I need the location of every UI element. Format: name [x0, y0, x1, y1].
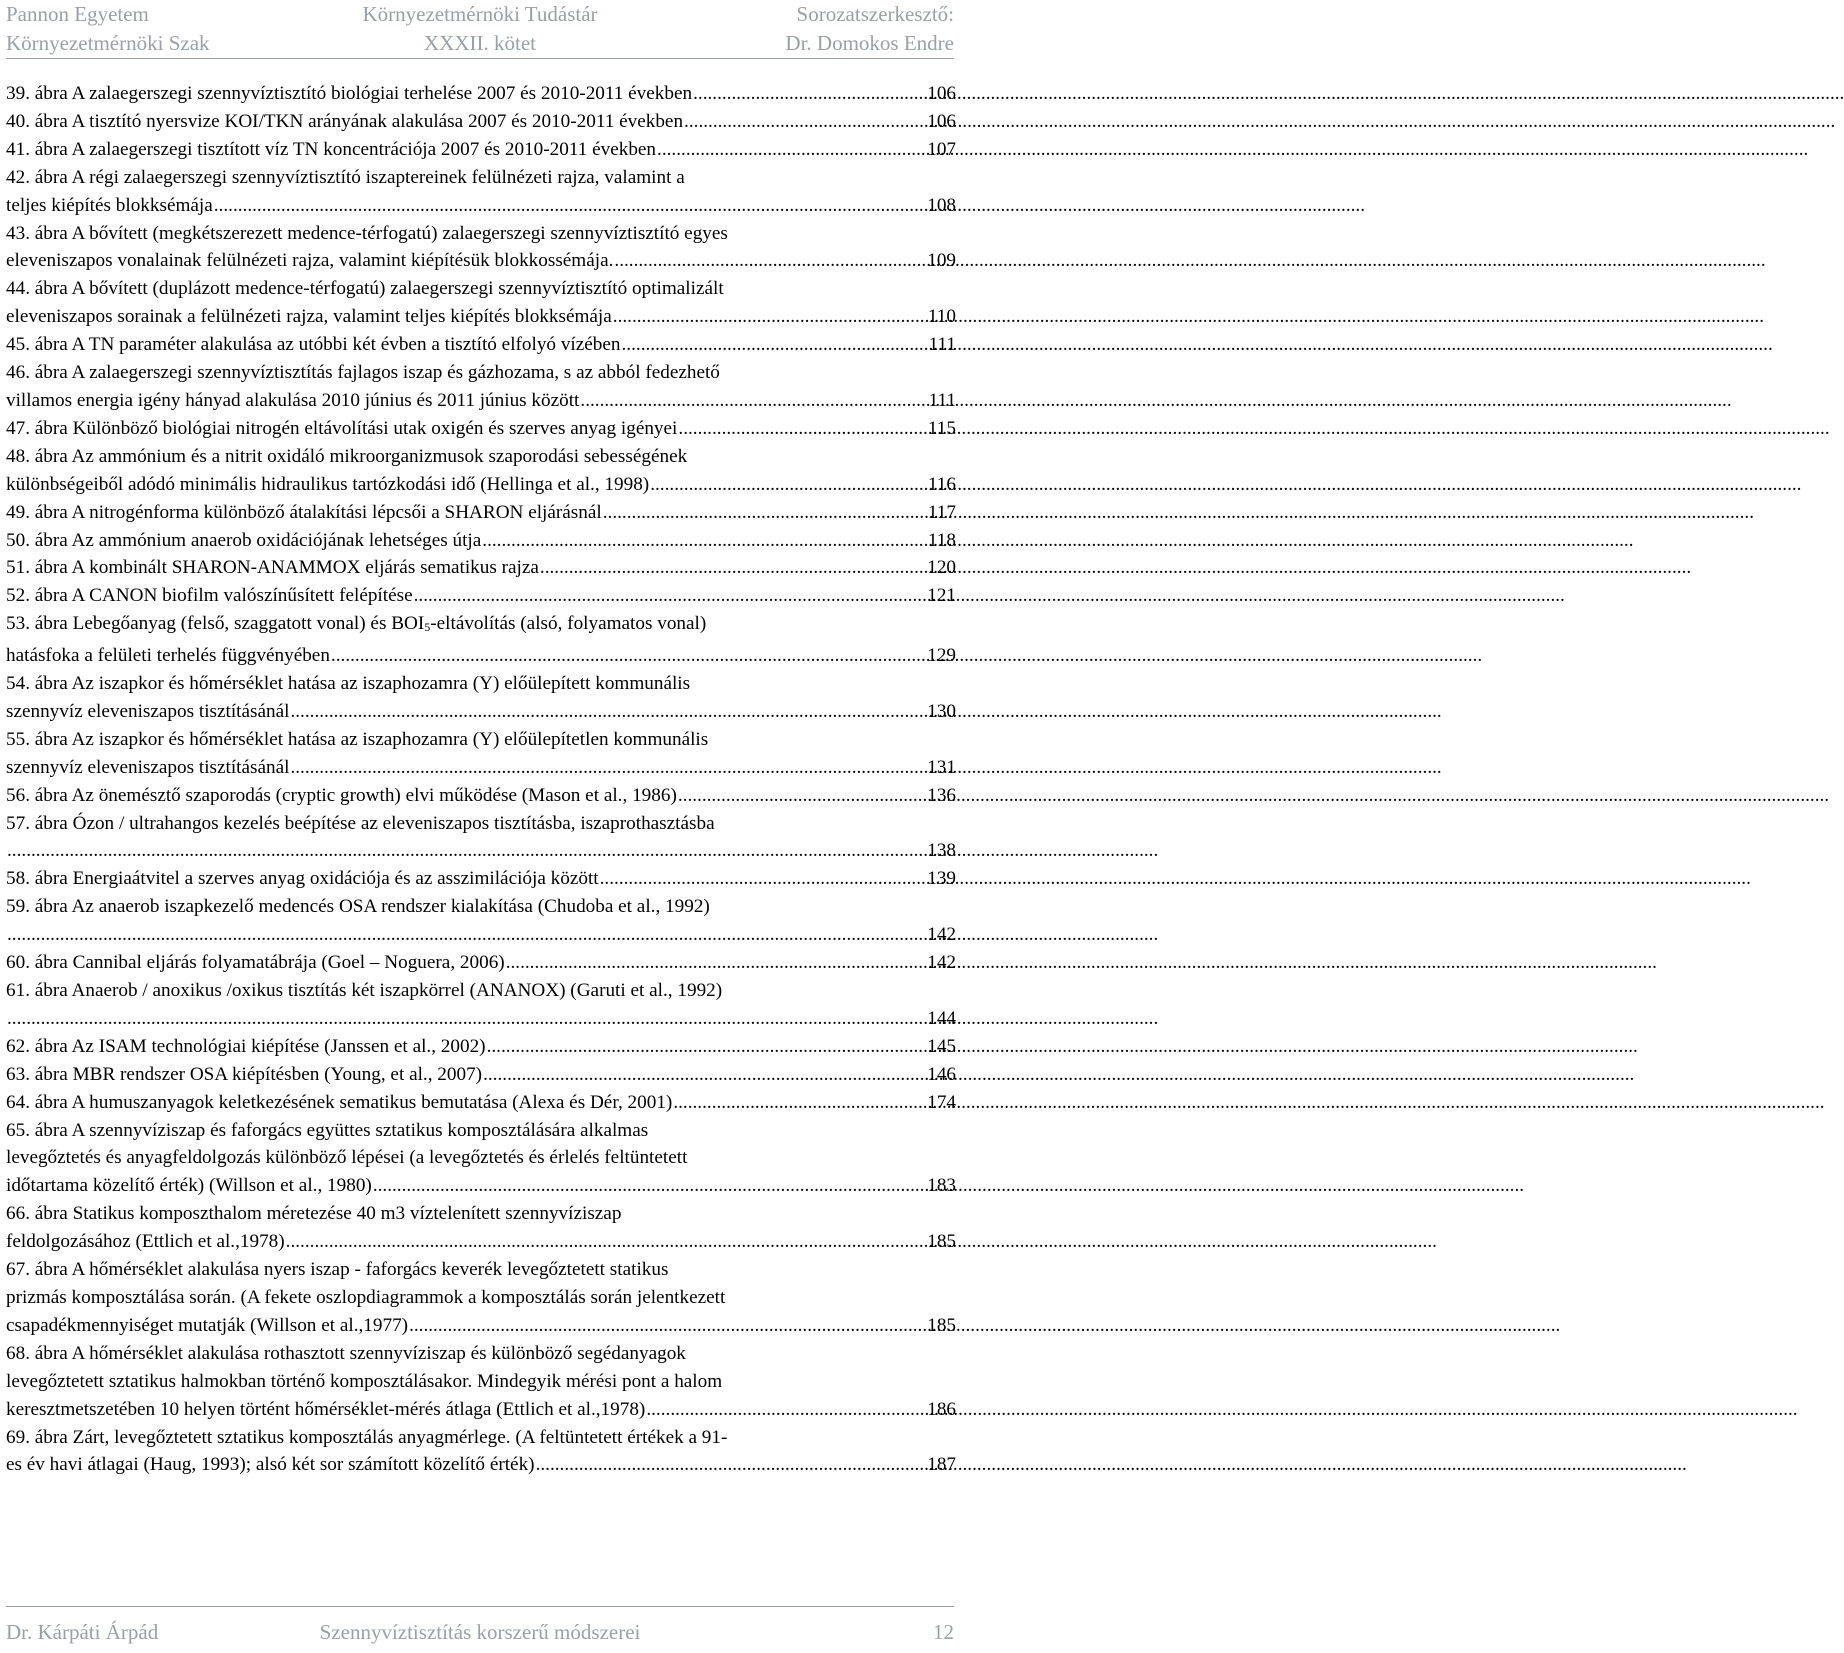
toc-entry-text: eleveniszapos vonalainak felülnézeti rajza, valamint kiépítésük blokkossémája. — [6, 250, 614, 272]
header-series-title: Környezetmérnöki Tudástár — [362, 2, 598, 26]
header-editor-name: Dr. Domokos Endre — [785, 31, 954, 55]
toc-entry[interactable] — [6, 80, 956, 108]
footer-author: Dr. Kárpáti Árpád — [6, 1620, 159, 1644]
toc-leader-dots — [482, 1061, 925, 1089]
toc-entry-final-line — [6, 949, 956, 977]
toc-entry-line — [6, 810, 956, 838]
toc-entry[interactable] — [6, 726, 956, 782]
toc-entry-text: szennyvíz eleveniszapos tisztításánál — [6, 700, 290, 722]
toc-entry[interactable] — [6, 415, 956, 443]
toc-entry[interactable] — [6, 527, 956, 555]
toc-page-number: 106 — [927, 83, 956, 104]
toc-entry-final-line — [6, 471, 956, 499]
toc-page-number: 121 — [927, 585, 956, 607]
toc-entry[interactable] — [6, 108, 956, 136]
toc-entry[interactable] — [6, 359, 956, 415]
toc-entry-text: 57. ábra Ózon / ultrahangos kezelés beépítése az eleveniszapos tisztításba, iszaprothasztásba — [6, 812, 715, 834]
toc-leader-dots — [539, 554, 925, 582]
toc-entry-text: 40. ábra A tisztító nyersvize KOI/TKN arányának alakulása 2007 és 2010-2011 években — [6, 110, 684, 132]
toc-entry-line — [6, 1200, 956, 1228]
toc-entry-text: hatásfoka a felületi terhelés függvényében — [6, 645, 330, 667]
toc-entry-text: 58. ábra Energiaátvitel a szerves anyag oxidációja és az asszimilációja között — [6, 868, 599, 890]
toc-entry[interactable] — [6, 810, 956, 866]
toc-page-number: 116 — [927, 473, 956, 495]
toc-page-number: 131 — [927, 756, 956, 778]
toc-leader-dots — [656, 136, 925, 164]
toc-entry-line — [6, 726, 956, 754]
toc-page-number: 109 — [927, 250, 956, 272]
toc-leader-dots — [599, 865, 926, 893]
toc-leader-dots — [505, 949, 926, 977]
toc-entry-line — [6, 893, 956, 921]
toc-entry[interactable] — [6, 554, 956, 582]
toc-entry-text: 43. ábra A bővített (megkétszerezett medence-térfogatú) zalaegerszegi szennyvíztisztító egyes — [6, 222, 728, 244]
toc-entry-final-line — [6, 1172, 956, 1200]
toc-entry-final-line — [6, 192, 956, 220]
toc-entry[interactable] — [6, 331, 956, 359]
toc-entry-text: csapadékmennyiséget mutatják (Willson et al.,1977) — [6, 1314, 409, 1336]
toc-leader-dots — [602, 499, 926, 527]
toc-entry-text: 56. ábra Az önemésztő szaporodás (cryptic growth) elvi működése (Mason et al., 1986) — [6, 784, 677, 806]
toc-entry-final-line — [6, 1061, 956, 1089]
toc-entry-final-line — [6, 754, 956, 782]
toc-entry[interactable] — [6, 275, 956, 331]
toc-entry-line — [6, 610, 956, 642]
toc-entry-text: es év havi átlagai (Haug, 1993); alsó két sor számított közelítő érték) — [6, 1454, 535, 1476]
toc-entry-text: 46. ábra A zalaegerszegi szennyvíztisztítás fajlagos iszap és gázhozama, s az abból fedezhető — [6, 362, 720, 384]
page-number: 12 — [933, 1620, 954, 1644]
toc-entry-text: 64. ábra A humuszanyagok keletkezésének sematikus bemutatása (Alexa és Dér, 2001) — [6, 1091, 673, 1113]
toc-leader-dots — [677, 415, 926, 443]
toc-entry-line — [6, 1144, 956, 1172]
toc-entry-text: 52. ábra A CANON biofilm valószínűsített felépítése — [6, 585, 413, 607]
toc-entry[interactable] — [6, 136, 956, 164]
toc-page-number: 174 — [927, 1091, 956, 1113]
toc-entry-final-line — [6, 1005, 956, 1033]
toc-entry-final-line — [6, 1033, 956, 1061]
toc-leader-dots — [613, 247, 925, 275]
toc-entry-text: 65. ábra A szennyvíziszap és faforgács együttes sztatikus komposztálására alkalmas — [6, 1119, 649, 1141]
toc-page-number: 136 — [927, 784, 956, 806]
toc-entry-final-line — [6, 80, 956, 108]
toc-entry-text: 60. ábra Cannibal eljárás folyamatábrája (Goel – Noguera, 2006) — [6, 952, 505, 974]
toc-leader-dots — [6, 1005, 925, 1033]
toc-entry-final-line — [6, 499, 956, 527]
page-header — [6, 0, 954, 58]
toc-entry-final-line — [6, 387, 956, 415]
toc-entry[interactable] — [6, 443, 956, 499]
toc-entry-text: 49. ábra A nitrogénforma különböző átalakítási lépcsői a SHARON eljárásnál — [6, 501, 602, 523]
toc-leader-dots — [330, 642, 925, 670]
toc-entry-text: 69. ábra Zárt, levegőztetett sztatikus komposztálás anyagmérlege. (A feltüntetett értékek a 91- — [6, 1426, 728, 1448]
toc-entry[interactable] — [6, 582, 956, 610]
toc-entry[interactable] — [6, 782, 956, 810]
toc-entry-text: 50. ábra Az ammónium anaerob oxidációjának lehetséges útja — [6, 529, 482, 551]
toc-page-number: 111 — [928, 389, 956, 411]
footer-book-title: Szennyvíztisztítás korszerű módszerei — [319, 1620, 641, 1644]
toc-entry-text: 67. ábra A hőmérséklet alakulása nyers iszap - faforgács keverék levegőztetett statikus — [6, 1259, 669, 1281]
toc-entry-final-line — [6, 1451, 956, 1479]
page-footer — [6, 1610, 954, 1650]
toc-entry-text: 68. ábra A hőmérséklet alakulása rothasztott szennyvíziszap és különböző segédanyagok — [6, 1342, 686, 1364]
toc-page-number: 130 — [927, 700, 956, 722]
toc-entry-line — [6, 275, 956, 303]
toc-entry-line — [6, 220, 956, 248]
toc-entry-final-line — [6, 1396, 956, 1424]
toc-entry-text: -eltávolítás (alsó, folyamatos vonal) — [430, 613, 707, 635]
toc-entry-line — [6, 977, 956, 1005]
toc-entry-line — [6, 1256, 956, 1284]
toc-leader-dots — [621, 331, 927, 359]
toc-entry-text: 45. ábra A TN paraméter alakulása az utóbbi két évben a tisztító elfolyó vízében — [6, 334, 621, 356]
toc-leader-dots — [486, 1033, 926, 1061]
toc-entry-text: 53. ábra Lebegőanyag (felső, szaggatott vonal) és BOI — [6, 613, 425, 635]
toc-page-number: 138 — [927, 840, 956, 862]
toc-leader-dots — [6, 921, 925, 949]
toc-leader-dots — [649, 471, 926, 499]
toc-leader-dots — [372, 1172, 925, 1200]
toc-entry-line — [6, 1368, 956, 1396]
toc-leader-dots — [413, 582, 926, 610]
toc-page-number: 107 — [927, 138, 956, 160]
toc-entry-text: 51. ábra A kombinált SHARON-ANAMMOX eljárás sematikus rajza — [6, 557, 539, 579]
toc-leader-dots — [289, 698, 925, 726]
toc-leader-dots — [579, 387, 926, 415]
toc-entry[interactable] — [6, 610, 956, 670]
toc-entry-final-line — [6, 303, 956, 331]
toc-entry[interactable] — [6, 499, 956, 527]
toc-entry-line — [6, 670, 956, 698]
toc-entry-text: 54. ábra Az iszapkor és hőmérséklet hatása az iszaphozamra (Y) előülepített kommunális — [6, 673, 691, 695]
toc-entry-final-line — [6, 1312, 956, 1340]
toc-entry-line — [6, 443, 956, 471]
toc-entry-text: levegőztetett sztatikus halmokban történő komposztálásakor. Mindegyik mérési pont a halom — [6, 1370, 723, 1392]
toc-leader-dots — [672, 1089, 925, 1117]
toc-page-number: 142 — [927, 952, 956, 974]
toc-entry[interactable] — [6, 164, 956, 220]
toc-entry-final-line — [6, 865, 956, 893]
toc-page-number: 145 — [927, 1035, 956, 1057]
toc-page-number: 186 — [927, 1398, 956, 1420]
toc-entry-text: 62. ábra Az ISAM technológiai kiépítése (Janssen et al., 2002) — [6, 1035, 486, 1057]
toc-entry-text: feldolgozásához (Ettlich et al.,1978) — [6, 1231, 285, 1253]
toc-entry-text: 61. ábra Anaerob / anoxikus /oxikus tisztítás két iszapkörrel (ANANOX) (Garuti et al., 1992) — [6, 980, 723, 1001]
toc-page-number: 120 — [927, 557, 956, 579]
toc-entry-final-line — [6, 698, 956, 726]
toc-entry[interactable] — [6, 220, 956, 276]
toc-entry-text: prizmás komposztálása során. (A fekete oszlopdiagrammok a komposztálás során jelentkezett — [6, 1286, 726, 1308]
toc-entry[interactable] — [6, 1340, 956, 1424]
toc-page-number: 187 — [927, 1454, 956, 1476]
toc-page-number: 129 — [927, 645, 956, 667]
toc-page-number: 110 — [927, 306, 956, 328]
toc-entry-final-line — [6, 331, 956, 359]
toc-page-number: 183 — [927, 1175, 956, 1197]
toc-entry-final-line — [6, 782, 956, 810]
toc-entry-line — [6, 359, 956, 387]
toc-entry[interactable] — [6, 670, 956, 726]
toc-leader-dots — [683, 108, 925, 136]
toc-entry-text: 42. ábra A régi zalaegerszegi szennyvíztisztító iszaptereinek felülnézeti rajza, valamint a — [6, 166, 685, 188]
header-divider — [6, 58, 954, 59]
toc-entry[interactable] — [6, 865, 956, 893]
toc-entry-text: eleveniszapos sorainak a felülnézeti rajza, valamint teljes kiépítés blokksémája — [6, 306, 612, 328]
toc-entry-final-line — [6, 921, 956, 949]
header-volume: XXXII. kötet — [424, 31, 536, 55]
header-editor-label: Sorozatszerkesztő: — [796, 2, 954, 26]
toc-entry-line — [6, 164, 956, 192]
toc-leader-dots — [612, 303, 926, 331]
toc-entry-text: 41. ábra A zalaegerszegi tisztított víz TN koncentrációja 2007 és 2010-2011 években — [6, 138, 657, 160]
toc-leader-dots — [408, 1312, 925, 1340]
toc-entry-final-line — [6, 136, 956, 164]
toc-entry[interactable] — [6, 1061, 956, 1089]
toc-entry-text: teljes kiépítés blokksémája — [6, 194, 213, 216]
toc-entry-text: keresztmetszetében 10 helyen történt hőmérséklet-mérés átlaga (Ettlich et al.,1978) — [6, 1398, 646, 1420]
toc-page-number: 118 — [927, 529, 956, 551]
toc-page-number: 108 — [927, 194, 956, 216]
toc-entry-line — [6, 1284, 956, 1312]
toc-entry[interactable] — [6, 1033, 956, 1061]
toc-entry-final-line — [6, 247, 956, 275]
toc-leader-dots — [535, 1451, 926, 1479]
toc-page-number: 117 — [927, 501, 956, 523]
toc-entry-final-line — [6, 582, 956, 610]
toc-page-number: 142 — [927, 924, 956, 946]
toc-leader-dots — [645, 1396, 925, 1424]
toc-entry-text: szennyvíz eleveniszapos tisztításánál — [6, 756, 290, 778]
toc-entry[interactable] — [6, 1256, 956, 1340]
header-university: Pannon Egyetem — [6, 2, 149, 26]
toc-entry-line — [6, 1340, 956, 1368]
toc-leader-dots — [677, 782, 925, 810]
toc-leader-dots — [213, 192, 925, 220]
toc-entry-text: 66. ábra Statikus komposzthalom méretezése 40 m3 víztelenített szennyvíziszap — [6, 1203, 622, 1225]
toc-entry[interactable] — [6, 1089, 956, 1117]
toc-entry-subscript: 5 — [424, 620, 431, 635]
toc-entry-text: 55. ábra Az iszapkor és hőmérséklet hatása az iszaphozamra (Y) előülepítetlen kommunális — [6, 728, 709, 750]
toc-entry-text: villamos energia igény hányad alakulása 2010 június és 2011 június között — [6, 389, 580, 411]
toc-entry-text: 44. ábra A bővített (duplázott medence-térfogatú) zalaegerszegi szennyvíztisztító optimalizált — [6, 278, 724, 300]
toc-entry-text: 63. ábra MBR rendszer OSA kiépítésben (Young, et al., 2007) — [6, 1063, 483, 1085]
toc-entry[interactable] — [6, 1200, 956, 1256]
toc-entry[interactable] — [6, 1117, 956, 1201]
toc-entry-final-line — [6, 415, 956, 443]
toc-entry-text: 39. ábra A zalaegerszegi szennyvíztisztító biológiai terhelése 2007 és 2010-2011 években — [6, 83, 693, 104]
toc-entry-text: 48. ábra Az ammónium és a nitrit oxidáló mikroorganizmusok szaporodási sebességének — [6, 445, 688, 467]
toc-entry[interactable] — [6, 1424, 956, 1480]
toc-entry-final-line — [6, 837, 956, 865]
toc-entry[interactable] — [6, 977, 956, 1033]
toc-page-number: 106 — [927, 110, 956, 132]
toc-entry[interactable] — [6, 949, 956, 977]
toc-entry-final-line — [6, 1089, 956, 1117]
toc-entry-final-line — [6, 554, 956, 582]
toc-page-number: 146 — [927, 1063, 956, 1085]
toc-entry-text: 47. ábra Különböző biológiai nitrogén eltávolítási utak oxigén és szerves anyag igényei — [6, 417, 678, 439]
toc-page-number: 111 — [928, 334, 956, 356]
toc-entry-line — [6, 1424, 956, 1452]
toc-entry-final-line — [6, 108, 956, 136]
toc-entry-text: 59. ábra Az anaerob iszapkezelő medencés OSA rendszer kialakítása (Chudoba et al., 1992) — [6, 896, 710, 918]
toc-page-number: 185 — [927, 1314, 956, 1336]
toc-entry-text: levegőztetés és anyagfeldolgozás különböző lépései (a levegőztetés és érlelés feltüntetett — [6, 1147, 688, 1169]
toc-page-number: 115 — [927, 417, 956, 439]
figure-list — [6, 80, 956, 1479]
toc-entry-final-line — [6, 642, 956, 670]
toc-page-number: 185 — [927, 1231, 956, 1253]
toc-leader-dots — [6, 837, 925, 865]
toc-leader-dots — [481, 527, 926, 555]
header-program: Környezetmérnöki Szak — [6, 31, 210, 55]
toc-page-number: 144 — [927, 1007, 956, 1029]
toc-leader-dots — [692, 80, 925, 108]
header-right — [785, 0, 954, 58]
toc-entry-line — [6, 1117, 956, 1145]
toc-page-number: 139 — [927, 868, 956, 890]
toc-entry-text: különbségeiből adódó minimális hidraulikus tartózkodási idő (Hellinga et al., 1998) — [6, 473, 650, 495]
toc-leader-dots — [289, 754, 925, 782]
toc-entry-text: időtartama közelítő érték) (Willson et al., 1980) — [6, 1175, 372, 1197]
toc-leader-dots — [285, 1228, 926, 1256]
toc-entry-final-line — [6, 527, 956, 555]
toc-entry-final-line — [6, 1228, 956, 1256]
footer-divider — [6, 1606, 954, 1607]
toc-entry[interactable] — [6, 893, 956, 949]
